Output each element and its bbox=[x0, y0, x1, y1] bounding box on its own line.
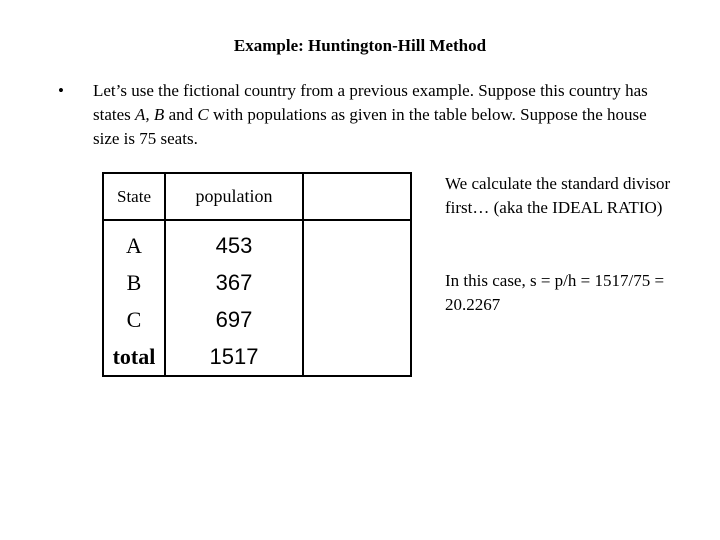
cell-extra bbox=[303, 220, 411, 265]
cell-population: 453 bbox=[165, 220, 303, 265]
cell-total-label: total bbox=[103, 339, 165, 376]
slide-title: Example: Huntington-Hill Method bbox=[233, 36, 487, 55]
cell-extra bbox=[303, 301, 411, 339]
header-population: population bbox=[165, 173, 303, 220]
standard-divisor-note: We calculate the standard divisor first… (aka the IDEAL RATIO) bbox=[445, 174, 671, 217]
table-row bbox=[103, 265, 411, 301]
cell-total-population: 1517 bbox=[165, 339, 303, 376]
bullet-state-c: C bbox=[197, 105, 209, 124]
cell-state: C bbox=[103, 301, 165, 339]
table-total-row bbox=[103, 339, 411, 376]
cell-state: A bbox=[103, 220, 165, 265]
population-table bbox=[102, 172, 412, 377]
header-state: State bbox=[103, 173, 165, 220]
cell-population: 697 bbox=[165, 301, 303, 339]
bullet-dot: • bbox=[58, 81, 64, 100]
header-blank bbox=[303, 173, 411, 220]
bullet-text-part-1: Let’s use the fictional country from a previous example. Suppose this country has states bbox=[93, 81, 648, 124]
cell-state: B bbox=[103, 265, 165, 301]
cell-extra bbox=[303, 265, 411, 301]
cell-total-extra bbox=[303, 339, 411, 376]
bullet-text-part-3: with populations as given in the table below. Suppose the house size is 75 seats. bbox=[93, 105, 647, 148]
table-header-row bbox=[103, 173, 411, 220]
divisor-calculation-note: In this case, s = p/h = 1517/75 = 20.2267 bbox=[445, 271, 665, 314]
bullet-text-part-2: and bbox=[164, 105, 198, 124]
bullet-states-ab: A, B bbox=[135, 105, 165, 124]
cell-population: 367 bbox=[165, 265, 303, 301]
table-row bbox=[103, 220, 411, 265]
bullet-text bbox=[93, 79, 658, 151]
table-row bbox=[103, 301, 411, 339]
